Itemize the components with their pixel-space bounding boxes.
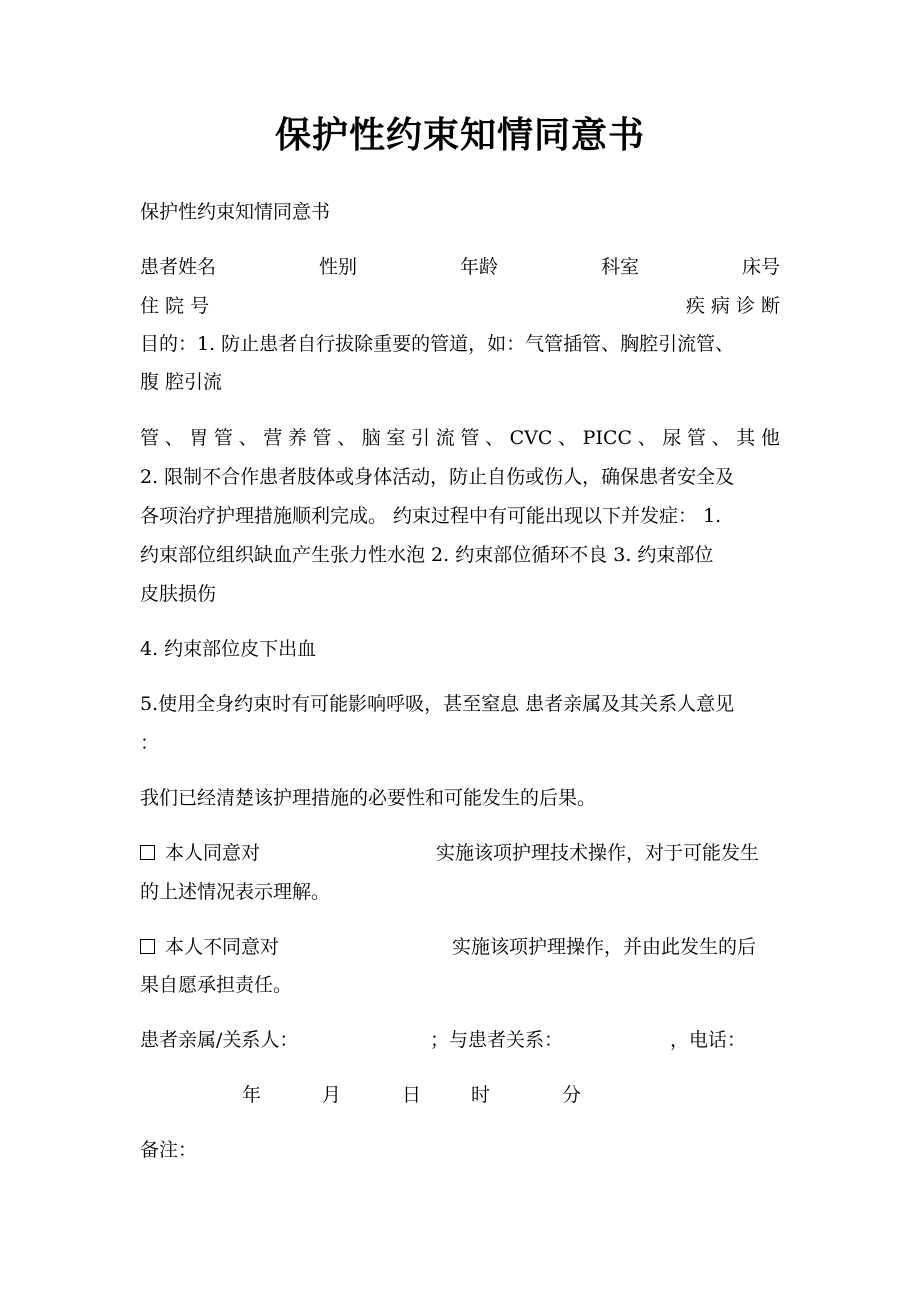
admission-number-label: 住 院 号 xyxy=(140,295,210,317)
tubes-token: 、 xyxy=(164,427,184,449)
tubes-token: 、 xyxy=(637,427,657,449)
age-label: 年龄 xyxy=(459,256,498,278)
document-title: 保护性约束知情同意书 xyxy=(274,115,645,156)
para2-line-1: 2. 限制不合作患者肢体或身体活动，防止自伤或伤人，确保患者安全及 xyxy=(140,466,735,488)
tubes-token: 胃 xyxy=(189,427,209,449)
agree-prefix: 本人同意对 xyxy=(165,842,261,864)
tubes-token: 引 xyxy=(411,427,431,449)
gender-label: 性别 xyxy=(318,256,357,278)
tubes-token: PICC xyxy=(582,427,633,449)
agree-option[interactable] xyxy=(140,834,260,872)
tubes-token: 脑 xyxy=(361,427,381,449)
disagree-checkbox[interactable] xyxy=(140,939,155,954)
para2-line-4: 皮肤损伤 xyxy=(140,583,217,605)
department-label: 科室 xyxy=(600,256,639,278)
tubes-token: 管 xyxy=(213,427,233,449)
tubes-token: 管 xyxy=(460,427,480,449)
disagree-option[interactable] xyxy=(140,928,279,966)
tubes-token: 管 xyxy=(312,427,332,449)
tubes-token: 养 xyxy=(287,427,307,449)
tubes-token: 他 xyxy=(760,427,780,449)
remark-label: 备注： xyxy=(140,1139,198,1161)
disagree-suffix: 实施该项护理操作，并由此发生的后 xyxy=(452,936,757,958)
bed-number-label: 床号 xyxy=(741,256,780,278)
tubes-token: 尿 xyxy=(662,427,682,449)
para2-line-3: 约束部位组织缺血产生张力性水泡 2. 约束部位循环不良 3. 约束部位 xyxy=(140,544,714,566)
complication-item-5: 5.使用全身约束时有可能影响呼吸，甚至窒息 患者亲属及其关系人意见 xyxy=(140,693,735,715)
tubes-token: 、 xyxy=(558,427,578,449)
tubes-line xyxy=(140,419,780,457)
date-hour-label: 时 xyxy=(471,1084,491,1106)
tubes-token: 管 xyxy=(686,427,706,449)
para2-line-2: 各项治疗护理措施顺利完成。 约束过程中有可能出现以下并发症： 1. xyxy=(140,505,722,527)
patient-info-row xyxy=(140,248,780,286)
relation-label: ；与患者关系： xyxy=(430,1029,564,1051)
tubes-token: 管 xyxy=(140,427,160,449)
item5-continuation: ： xyxy=(140,732,160,754)
date-minute-label: 分 xyxy=(562,1084,582,1106)
date-day-label: 日 xyxy=(402,1084,422,1106)
patient-name-label: 患者姓名 xyxy=(140,256,217,278)
relative-label: 患者亲属/关系人： xyxy=(140,1029,299,1051)
tubes-token: 流 xyxy=(435,427,455,449)
tubes-token: CVC xyxy=(509,427,553,449)
tubes-token: 、 xyxy=(484,427,504,449)
purpose-line-2: 腹 腔引流 xyxy=(140,371,223,393)
agree-suffix: 实施该项护理技术操作，对于可能发生 xyxy=(436,842,760,864)
tubes-token: 营 xyxy=(263,427,283,449)
tubes-token: 、 xyxy=(238,427,258,449)
phone-label: ，电话： xyxy=(670,1029,747,1051)
tubes-token: 其 xyxy=(736,427,756,449)
document-subtitle: 保护性约束知情同意书 xyxy=(140,201,331,223)
purpose-line-1: 目的：1. 防止患者自行拔除重要的管道，如：气管插管、胸腔引流管、 xyxy=(140,333,735,355)
tubes-token: 、 xyxy=(337,427,357,449)
diagnosis-label: 疾 病 诊 断 xyxy=(685,295,780,317)
acknowledgement-statement: 我们已经清楚该护理措施的必要性和可能发生的后果。 xyxy=(140,787,597,809)
disagree-prefix: 本人不同意对 xyxy=(165,936,280,958)
tubes-token: 室 xyxy=(386,427,406,449)
tubes-token: 、 xyxy=(711,427,731,449)
disagree-line-2: 果自愿承担责任。 xyxy=(140,974,293,996)
agree-line-2: 的上述情况表示理解。 xyxy=(140,881,331,903)
complication-item-4: 4. 约束部位皮下出血 xyxy=(140,638,317,660)
date-year-label: 年 xyxy=(242,1084,262,1106)
agree-checkbox[interactable] xyxy=(140,845,155,860)
admission-row xyxy=(140,287,780,325)
date-month-label: 月 xyxy=(322,1084,342,1106)
